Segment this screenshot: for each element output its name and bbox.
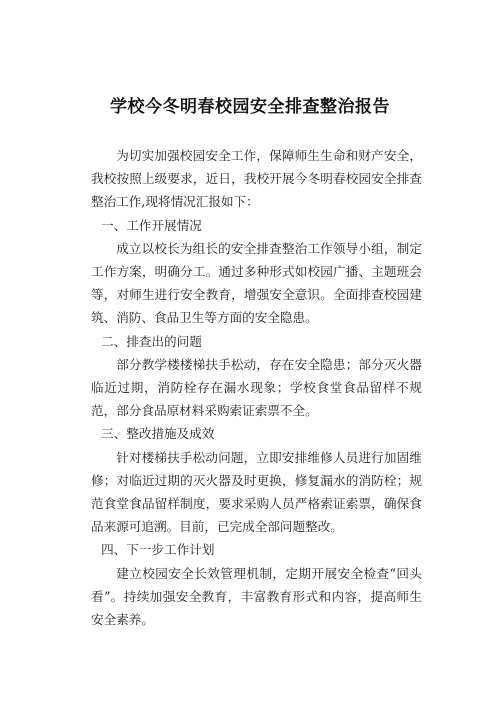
document-body: [91, 144, 422, 631]
section-heading-1: 一、工作开展情况: [101, 217, 202, 233]
section-text-4: 建立校园安全长效管理机制，定期开展安全检查“回头看”。持续加强安全教育，丰富教育形式和内容，提高师生安全素养。: [91, 565, 422, 628]
section-text-1: 成立以校长为组长的安全排查整治工作领导小组，制定工作方案，明确分工。通过多种形式如校园广播、主题班会等，对师生进行安全教育，增强安全意识。全面排查校园建筑、消防、食品卫生等方面的安全隐患。: [91, 240, 422, 326]
section-text-3: 针对楼梯扶手松动问题，立即安排维修人员进行加固维修；对临近过期的灭火器及时更换，修复漏水的消防栓；规范食堂食品留样制度，要求采购人员严格索证索票，确保食品来源可追溯。目前，已完成全部问题整改。: [91, 449, 422, 535]
document-title: 学校今冬明春校园安全排查整治报告: [110, 97, 390, 117]
section-heading-2: 二、排查出的问题: [101, 333, 202, 349]
section-heading-3: 三、整改措施及成效: [101, 426, 215, 442]
section-heading-4: 四、下一步工作计划: [101, 542, 215, 558]
intro-paragraph: 为切实加强校园安全工作，保障师生生命和财产安全，我校按照上级要求，近日，我校开展今冬明春校园安全排查整治工作,现将情况汇报如下：: [91, 148, 422, 210]
section-text-2: 部分教学楼楼梯扶手松动，存在安全隐患；部分灭火器临近过期，消防栓存在漏水现象；学校食堂食品留样不规范，部分食品原材料采购索证索票不全。: [91, 356, 422, 419]
